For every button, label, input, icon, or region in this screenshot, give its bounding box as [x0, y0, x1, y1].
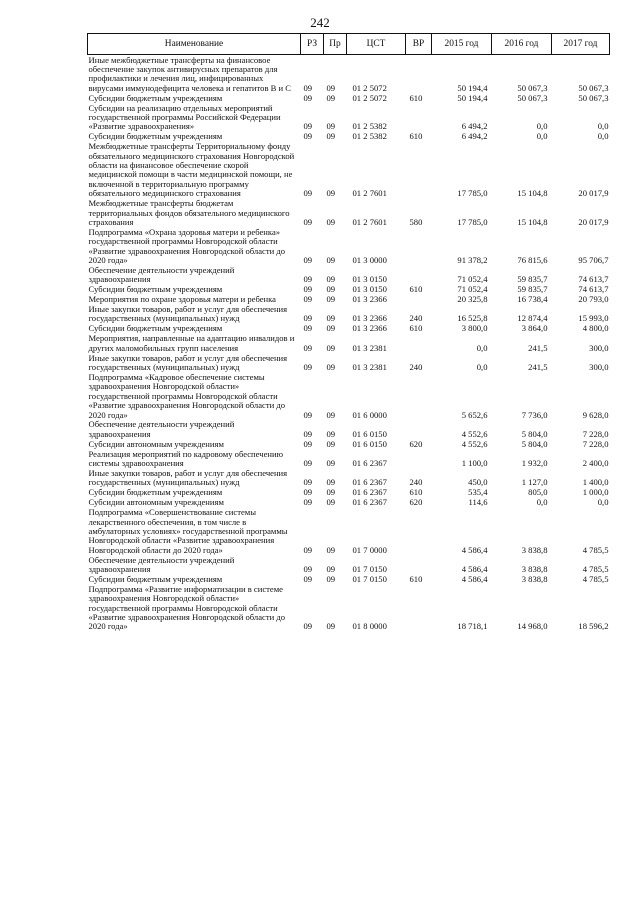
row-value-2015: 4 552,6 [461, 428, 488, 439]
row-name: Реализация мероприятий по кадровому обеспечению системы здравоохранения [88, 448, 284, 469]
row-cst: 01 7 0150 [352, 573, 387, 584]
row-value-2016: 0,0 [536, 121, 548, 132]
row-name: Субсидии бюджетным учреждениям [88, 487, 223, 498]
row-cst: 01 3 2381 [352, 362, 387, 372]
row-vr: 610 [409, 487, 423, 498]
table-row [88, 93, 610, 103]
row-value-2015: 50 194,4 [457, 82, 488, 93]
row-vr [406, 334, 432, 353]
row-value-2016: 14 968,0 [517, 621, 548, 632]
row-pr: 09 [326, 131, 336, 142]
row-value-2017: 20 793,0 [578, 294, 609, 305]
row-cst: 01 2 5072 [352, 82, 387, 93]
row-pr: 09 [326, 323, 336, 334]
row-pr: 09 [326, 255, 336, 266]
row-name: Субсидии на реализацию отдельных мероприятий государственной программы Российской Федерации «Развитие здравоохранения» [88, 102, 281, 132]
row-value-2015: 4 586,4 [461, 564, 488, 575]
row-value-2015: 71 052,4 [457, 284, 488, 295]
row-vr: 240 [409, 313, 423, 324]
row-value-2016: 50 067,3 [517, 92, 548, 103]
row-name: Подпрограмма «Развитие информатизации в системе здравоохранения Новгородской области» государственной программы Новгородской области «Развитие здравоохранения Новгородской области до 2020 года» [88, 583, 286, 632]
row-pr: 09 [326, 313, 336, 324]
row-value-2017: 50 067,3 [578, 82, 609, 93]
header-2015: 2015 год [432, 34, 492, 55]
row-value-2015: 0,0 [476, 362, 488, 372]
row-value-2017: 0,0 [597, 497, 609, 508]
row-value-2016: 0,0 [536, 131, 548, 142]
row-cst: 01 3 0000 [352, 255, 387, 266]
table-row [88, 199, 610, 228]
row-value-2016: 3 838,8 [521, 573, 548, 584]
row-value-2016: 76 815,6 [517, 255, 548, 266]
row-pr: 09 [326, 216, 336, 227]
row-rz: 09 [303, 544, 313, 555]
row-value-2015: 0,0 [476, 342, 488, 353]
row-cst: 01 6 0150 [352, 428, 387, 439]
row-cst: 01 6 2367 [352, 458, 387, 469]
header-cst: ЦСТ [347, 34, 406, 55]
table-row [88, 488, 610, 498]
row-pr: 09 [326, 487, 336, 498]
table-row [88, 439, 610, 449]
row-value-2017: 7 228,0 [582, 428, 609, 439]
row-cst: 01 3 2381 [352, 342, 387, 353]
row-pr: 09 [326, 428, 336, 439]
table-row [88, 132, 610, 142]
row-pr: 09 [326, 621, 336, 632]
row-value-2015: 1 100,0 [461, 458, 488, 469]
row-cst: 01 6 2367 [352, 497, 387, 508]
row-pr: 09 [326, 497, 336, 508]
row-rz: 09 [303, 82, 313, 93]
row-value-2017: 74 613,7 [578, 284, 609, 295]
row-rz: 09 [303, 313, 313, 324]
table-row [88, 305, 610, 324]
row-cst: 01 2 7601 [352, 216, 387, 227]
header-name: Наименование [88, 34, 301, 55]
row-cst: 01 2 5382 [352, 121, 387, 132]
row-value-2017: 15 993,0 [578, 313, 609, 324]
row-vr [406, 265, 432, 284]
row-value-2015: 4 586,4 [461, 573, 488, 584]
row-vr [406, 103, 432, 132]
table-row [88, 468, 610, 487]
table-row [88, 227, 610, 265]
row-vr [406, 55, 432, 94]
row-value-2016: 1 127,0 [521, 477, 548, 488]
row-name: Обеспечение деятельности учреждений здравоохранения [88, 419, 235, 439]
row-name: Субсидии бюджетным учреждениям [88, 92, 223, 103]
row-cst: 01 6 2367 [352, 477, 387, 488]
table-body [88, 55, 610, 632]
row-name: Обеспечение деятельности учреждений здравоохранения [88, 554, 235, 575]
row-pr: 09 [326, 438, 336, 449]
row-value-2017: 7 228,0 [582, 438, 609, 449]
row-value-2017: 1 400,0 [582, 477, 609, 488]
table-row [88, 334, 610, 353]
row-value-2015: 5 652,6 [461, 409, 488, 420]
header-pr: Пр [324, 34, 347, 55]
row-value-2016: 1 932,0 [521, 458, 548, 469]
table-row [88, 449, 610, 468]
row-name: Иные закупки товаров, работ и услуг для обеспечения государственных (муниципальных) нужд [88, 467, 288, 488]
row-value-2017: 0,0 [597, 121, 609, 132]
row-value-2016: 15 104,8 [517, 216, 548, 227]
row-rz: 09 [303, 121, 313, 132]
row-rz: 09 [303, 564, 313, 575]
row-value-2016: 5 804,0 [521, 438, 548, 449]
row-rz: 09 [303, 438, 313, 449]
row-value-2017: 4 785,5 [582, 544, 609, 555]
row-value-2016: 15 104,8 [517, 188, 548, 199]
row-rz: 09 [303, 255, 313, 266]
row-value-2015: 4 586,4 [461, 544, 488, 555]
row-name: Иные закупки товаров, работ и услуг для обеспечения государственных (муниципальных) нужд [88, 304, 288, 324]
table-row [88, 574, 610, 584]
table-row [88, 103, 610, 132]
row-value-2015: 6 494,2 [461, 121, 488, 132]
row-value-2015: 450,0 [468, 477, 488, 488]
table-row [88, 555, 610, 574]
row-pr: 09 [326, 284, 336, 295]
row-cst: 01 3 0150 [352, 274, 387, 285]
row-cst: 01 6 0150 [352, 438, 387, 449]
row-rz: 09 [303, 477, 313, 488]
row-value-2017: 20 017,9 [578, 188, 609, 199]
table-header [88, 34, 610, 55]
row-value-2015: 18 718,1 [457, 621, 488, 632]
row-value-2016: 50 067,3 [517, 82, 548, 93]
row-cst: 01 2 5072 [352, 92, 387, 103]
row-name: Межбюджетные трансферты Территориальному фонду обязательного медицинского страхования Новгородской области на финансовое обеспечение скорой медицинской помощи в части медицинской помощи, не включенной в территориальную программу обязательного медицинского страхования [88, 141, 295, 199]
row-value-2016: 241,5 [528, 342, 548, 353]
row-rz: 09 [303, 284, 313, 295]
page-number: 242 [310, 15, 330, 30]
row-name: Субсидии автономным учреждениям [88, 497, 224, 508]
row-cst: 01 6 2367 [352, 487, 387, 498]
row-pr: 09 [326, 92, 336, 103]
row-value-2015: 71 052,4 [457, 274, 488, 285]
row-vr [406, 584, 432, 632]
row-name: Мероприятия по охране здоровья матери и ребенка [88, 294, 276, 305]
row-pr: 09 [326, 564, 336, 575]
row-value-2017: 4 785,5 [582, 573, 609, 584]
row-rz: 09 [303, 216, 313, 227]
row-value-2016: 7 736,0 [521, 409, 548, 420]
row-name: Иные межбюджетные трансферты на финансовое обеспечение закупок антивирусных препаратов для профилактики и лечения лиц, инфицированных вирусами иммунодефицита человека и гепатитов В и С [88, 54, 292, 93]
row-vr [406, 142, 432, 199]
row-rz: 09 [303, 409, 313, 420]
table-row [88, 324, 610, 334]
row-value-2017: 1 000,0 [582, 487, 609, 498]
row-vr: 240 [409, 362, 423, 372]
table-row [88, 498, 610, 508]
row-name: Субсидии бюджетным учреждениям [88, 284, 223, 295]
table-row [88, 55, 610, 94]
row-value-2016: 12 874,4 [517, 313, 548, 324]
row-pr: 09 [326, 82, 336, 93]
row-name: Обеспечение деятельности учреждений здравоохранения [88, 264, 235, 285]
row-pr: 09 [326, 544, 336, 555]
table-row [88, 142, 610, 199]
row-value-2017: 9 628,0 [582, 409, 609, 420]
row-name: Мероприятия, направленные на адаптацию инвалидов и других маломобильных групп населения [88, 333, 295, 353]
row-cst: 01 7 0150 [352, 564, 387, 575]
row-cst: 01 3 2366 [352, 323, 387, 334]
row-value-2016: 3 838,8 [521, 544, 548, 555]
row-value-2015: 535,4 [468, 487, 488, 498]
row-pr: 09 [326, 188, 336, 199]
row-name: Субсидии бюджетным учреждениям [88, 573, 223, 584]
row-value-2016: 805,0 [528, 487, 548, 498]
row-rz: 09 [303, 294, 313, 305]
row-vr [406, 508, 432, 556]
budget-table [87, 33, 610, 632]
row-value-2017: 50 067,3 [578, 92, 609, 103]
row-value-2017: 300,0 [589, 362, 609, 372]
row-rz: 09 [303, 323, 313, 334]
row-rz: 09 [303, 188, 313, 199]
row-rz: 09 [303, 487, 313, 498]
row-value-2016: 3 864,0 [521, 323, 548, 334]
row-cst: 01 2 7601 [352, 188, 387, 199]
row-rz: 09 [303, 573, 313, 584]
row-rz: 09 [303, 362, 313, 372]
row-pr: 09 [326, 294, 336, 305]
table-row [88, 420, 610, 439]
row-value-2015: 20 325,8 [457, 294, 488, 305]
row-rz: 09 [303, 131, 313, 142]
row-value-2016: 0,0 [536, 497, 548, 508]
row-vr [406, 372, 432, 420]
table-row [88, 295, 610, 305]
table-row [88, 353, 610, 372]
row-value-2015: 3 800,0 [461, 323, 488, 334]
row-value-2015: 4 552,6 [461, 438, 488, 449]
row-cst: 01 8 0000 [352, 621, 387, 632]
header-vr: ВР [406, 34, 432, 55]
row-value-2016: 59 835,7 [517, 274, 548, 285]
row-vr [406, 449, 432, 468]
row-value-2016: 241,5 [528, 362, 548, 372]
row-pr: 09 [326, 274, 336, 285]
table-row [88, 372, 610, 420]
row-name: Межбюджетные трансферты бюджетам территориальных фондов обязательного медицинского страхования [88, 198, 290, 227]
row-pr: 09 [326, 409, 336, 420]
row-vr: 580 [409, 216, 423, 227]
row-pr: 09 [326, 573, 336, 584]
row-name: Подпрограмма «Совершенствование системы лекарственного обеспечения, в том числе в амбулаторных условиях» государственной программы Новгородской области «Развитие здравоохранения Новгородской области до 2020 года» [88, 507, 288, 555]
row-pr: 09 [326, 477, 336, 488]
row-name: Субсидии бюджетным учреждениям [88, 323, 223, 334]
row-value-2016: 3 838,8 [521, 564, 548, 575]
row-pr: 09 [326, 342, 336, 353]
row-value-2017: 300,0 [589, 342, 609, 353]
row-value-2015: 50 194,4 [457, 92, 488, 103]
row-value-2017: 4 785,5 [582, 564, 609, 575]
row-rz: 09 [303, 497, 313, 508]
row-value-2017: 95 706,7 [578, 255, 609, 266]
row-value-2015: 17 785,0 [457, 216, 488, 227]
row-name: Субсидии автономным учреждениям [88, 438, 224, 449]
row-value-2017: 18 596,2 [578, 621, 609, 632]
row-cst: 01 3 2366 [352, 313, 387, 324]
row-value-2015: 6 494,2 [461, 131, 488, 142]
row-cst: 01 2 5382 [352, 131, 387, 142]
row-vr: 610 [409, 131, 423, 142]
row-value-2017: 74 613,7 [578, 274, 609, 285]
row-rz: 09 [303, 621, 313, 632]
row-vr [406, 295, 432, 305]
row-value-2017: 2 400,0 [582, 458, 609, 469]
row-name: Субсидии бюджетным учреждениям [88, 131, 223, 142]
row-cst: 01 6 0000 [352, 409, 387, 420]
row-name: Подпрограмма «Кадровое обеспечение системы здравоохранения Новгородской области» государственной программы Новгородской области «Развитие здравоохранения Новгородской области до 2020 года» [88, 371, 286, 420]
header-2016: 2016 год [492, 34, 552, 55]
row-value-2017: 20 017,9 [578, 216, 609, 227]
row-value-2015: 91 378,2 [457, 255, 488, 266]
row-vr [406, 555, 432, 574]
row-vr: 610 [409, 92, 423, 103]
row-value-2015: 16 525,8 [457, 313, 488, 324]
row-name: Подпрограмма «Охрана здоровья матери и ребенка» государственной программы Новгородской области «Развитие здравоохранения Новгородской области до 2020 года» [88, 226, 286, 266]
row-rz: 09 [303, 92, 313, 103]
row-value-2015: 114,6 [468, 497, 488, 508]
row-vr [406, 227, 432, 265]
row-vr: 620 [409, 497, 423, 508]
header-2017: 2017 год [552, 34, 610, 55]
row-rz: 09 [303, 342, 313, 353]
table-row [88, 584, 610, 632]
row-cst: 01 3 2366 [352, 294, 387, 305]
row-value-2017: 0,0 [597, 131, 609, 142]
row-name: Иные закупки товаров, работ и услуг для обеспечения государственных (муниципальных) нужд [88, 352, 288, 372]
row-vr: 610 [409, 284, 423, 295]
row-value-2015: 17 785,0 [457, 188, 488, 199]
table-row [88, 508, 610, 556]
row-value-2017: 4 800,0 [582, 323, 609, 334]
row-vr: 610 [409, 323, 423, 334]
row-vr: 620 [409, 438, 423, 449]
row-vr [406, 420, 432, 439]
row-rz: 09 [303, 274, 313, 285]
row-pr: 09 [326, 121, 336, 132]
header-rz: РЗ [301, 34, 324, 55]
header-row [88, 34, 610, 55]
row-vr: 240 [409, 477, 423, 488]
row-pr: 09 [326, 362, 336, 372]
row-cst: 01 7 0000 [352, 544, 387, 555]
table-row [88, 265, 610, 284]
table-row [88, 285, 610, 295]
row-vr: 610 [409, 573, 423, 584]
row-pr: 09 [326, 458, 336, 469]
row-value-2016: 16 738,4 [517, 294, 548, 305]
row-rz: 09 [303, 428, 313, 439]
row-value-2016: 5 804,0 [521, 428, 548, 439]
row-value-2016: 59 835,7 [517, 284, 548, 295]
row-rz: 09 [303, 458, 313, 469]
row-cst: 01 3 0150 [352, 284, 387, 295]
